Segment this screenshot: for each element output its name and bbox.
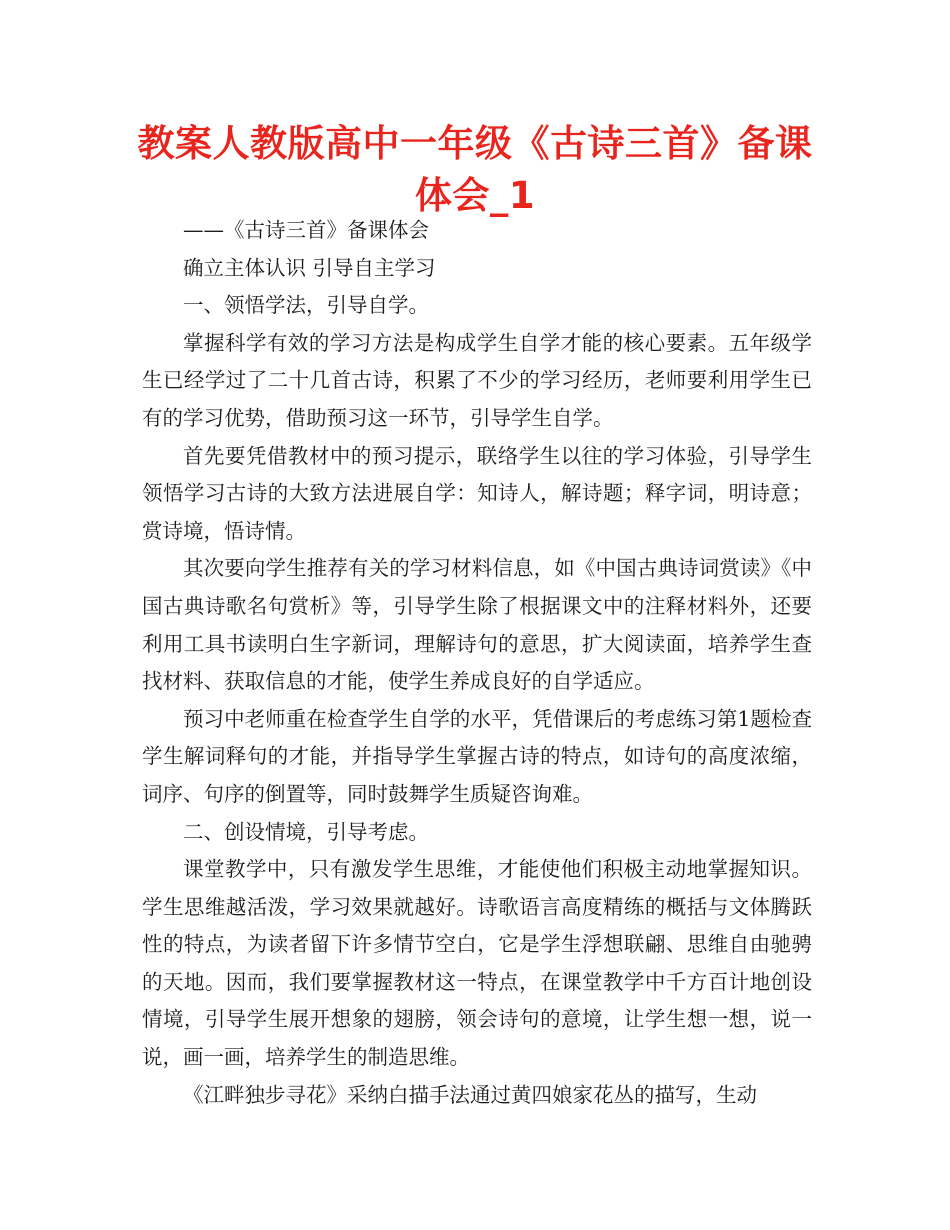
section-heading-2: 二、创设情境，引导考虑。 <box>183 819 429 844</box>
paragraph: 预习中老师重在检查学生自学的水平，凭借课后的考虑练习第1题检查学生解词释句的才能，并指导学生掌握古诗的特点，如诗句的高度浓缩，词序、句序的倒置等，同时鼓舞学生质疑咨询难。 <box>142 706 812 806</box>
paragraph: 掌握科学有效的学习方法是构成学生自学才能的核心要素。五年级学生已经学过了二十几首古诗，积累了不少的学习经历，老师要利用学生已有的学习优势，借助预习这一环节，引导学生自学。 <box>142 330 812 430</box>
section-heading-1: 一、领悟学法，引导自学。 <box>183 293 429 318</box>
paragraph: 其次要向学生推荐有关的学习材料信息，如《中国古典诗词赏读》《中国古典诗歌名句赏析》等，引导学生除了根据课文中的注释材料外，还要利用工具书读明白生字新词，理解诗句的意思，扩大阅读面，培养学生查找材料、获取信息的才能，使学生养成良好的自学适应。 <box>142 556 812 694</box>
subtitle-line: ——《古诗三首》备课体会 <box>183 218 429 242</box>
document-title: 教案人教版高中一年级《古诗三首》备课体会_1 <box>137 122 813 217</box>
paragraph: 课堂教学中，只有激发学生思维，才能使他们积极主动地掌握知识。学生思维越活泼，学习效果就越好。诗歌语言高度精练的概括与文体腾跃性的特点，为读者留下许多情节空白，它是学生浮想联翩、思维自由驰骋的天地。因而，我们要掌握教材这一特点，在课堂教学中千方百计地创设情境，引导学生展开想象的翅膀，领会诗句的意境，让学生想一想，说一说，画一画，培养学生的制造思维。 <box>142 857 812 1070</box>
document-body <box>142 212 812 1114</box>
paragraph: 《江畔独步寻花》采纳白描手法通过黄四娘家花丛的描写，生动 <box>183 1082 757 1107</box>
theme-line: 确立主体认识 引导自主学习 <box>183 255 436 280</box>
paragraph: 首先要凭借教材中的预习提示，联络学生以往的学习体验，引导学生领悟学习古诗的大致方法进展自学：知诗人，解诗题；释字词，明诗意；赏诗境，悟诗情。 <box>142 443 812 543</box>
